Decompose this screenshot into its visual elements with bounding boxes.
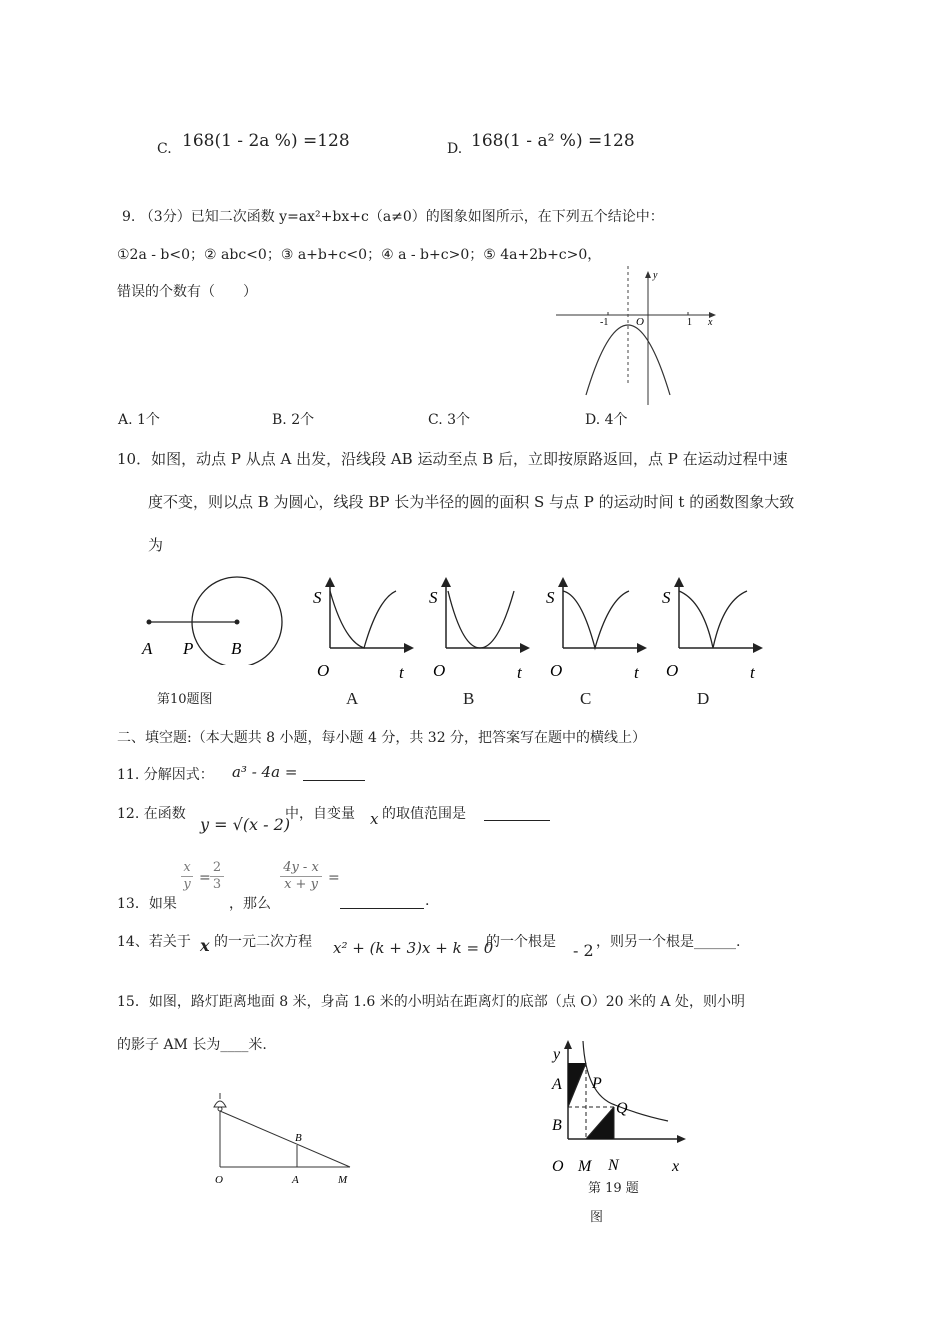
q19-y-axis-arrow [564, 1040, 572, 1049]
q9-y-axis-arrow [645, 271, 651, 278]
q19-figure [540, 1035, 700, 1180]
q19-label-y: y [553, 1046, 561, 1063]
q10-graph-c-o-label: O [550, 661, 563, 680]
q13-equals-2: = [328, 870, 340, 886]
q13-fraction-3-numerator: 4y - x [283, 860, 319, 875]
q13-fraction-1-numerator: x [183, 860, 191, 875]
q8-option-c-letter: C. [157, 141, 172, 157]
q9-conclusions: ①2a - b<0；② abc<0；③ a+b+c<0；④ a - b+c>0；⑤ 4a+2b+c>0， [117, 247, 602, 263]
q14-root: - 2 [573, 941, 594, 960]
q10-label-b: B [231, 639, 242, 658]
q15-figure [200, 1085, 370, 1190]
q10-graph-a-curve [330, 591, 396, 648]
q9-option-a: A. 1个 [118, 412, 160, 428]
q19-caption-line-1: 第 19 题 [588, 1181, 639, 1196]
q12-suffix: 的取值范围是 [382, 806, 466, 822]
q10-point-a [147, 620, 152, 625]
q13-fraction-2-numerator: 2 [212, 860, 222, 875]
q19-x-axis-arrow [677, 1135, 686, 1143]
q13-answer-blank [340, 908, 424, 909]
q10-graph-b-o-label: O [433, 661, 446, 680]
q10-figure-caption: 第10题图 [157, 692, 213, 707]
q10-figure [135, 570, 295, 665]
q10-point-b [235, 620, 240, 625]
q10-graph-a-s-label: S [313, 588, 322, 607]
q9-question: 错误的个数有（ ） [117, 284, 257, 300]
q10-graph-c-curve [563, 591, 629, 648]
q12-answer-blank [484, 820, 550, 821]
q10-line-3: 为 [148, 536, 164, 554]
q10-graph-a-option-label: A [346, 689, 359, 708]
q10-graph-d-s-arrow [674, 577, 684, 587]
lamp-bulb [218, 1107, 222, 1111]
q14-mid-text-2: 的一个根是 [486, 934, 556, 950]
q11-expression: a³ - 4a = [232, 763, 298, 781]
q12-variable: x [370, 810, 379, 828]
q10-graph-b-curve [448, 591, 514, 648]
q15-line-1: 15．如图，路灯距离地面 8 米，身高 1.6 米的小明站在距离灯的底部（点 O）20 米的 A 处，则小明 [117, 994, 745, 1010]
q19-label-x: x [672, 1158, 680, 1175]
q19-label-m: M [578, 1158, 592, 1175]
q19-label-q: Q [616, 1100, 628, 1117]
q10-graph-d-t-arrow [753, 643, 763, 653]
q9-y-label: y [653, 270, 658, 281]
q13-equals-1: = [199, 870, 211, 886]
q10-graph-b-t-label: t [517, 663, 522, 682]
q13-fraction-2 [210, 860, 224, 892]
q15-label-b: B [295, 1132, 302, 1144]
q14-suffix: ，则另一个根是______. [596, 934, 741, 950]
q13-fraction-1-denominator: y [181, 876, 193, 892]
lamp-icon [214, 1101, 226, 1107]
q10-graph-b-s-arrow [441, 577, 451, 587]
q14-mid-text: 的一元二次方程 [214, 934, 312, 950]
q11-prefix: 11. 分解因式： [117, 767, 214, 783]
q13-prefix: 13．如果 [117, 896, 177, 912]
q19-caption-line-2: 图 [590, 1210, 604, 1225]
q10-line-2: 度不变，则以点 B 为圆心，线段 BP 长为半径的圆的面积 S 与点 P 的运动时间 t 的函数图象大致 [148, 493, 795, 511]
q15-line-2: 的影子 AM 长为____米. [117, 1037, 267, 1053]
q10-graph-a-t-label: t [399, 663, 404, 682]
q13-fraction-1 [181, 860, 193, 892]
q10-graph-c-s-label: S [546, 588, 555, 607]
q10-graph-d-s-label: S [662, 588, 671, 607]
q15-label-a: A [292, 1174, 299, 1186]
q19-label-o: O [552, 1158, 564, 1175]
q10-graph-c-option-label: C [580, 689, 592, 708]
q19-label-n: N [608, 1157, 619, 1174]
q10-graph-a-o-label: O [317, 661, 330, 680]
q14-prefix: 14、若关于 [117, 934, 191, 950]
q8-option-d-letter: D. [447, 141, 463, 157]
q14-equation: x² + (k + 3)x + k = 0 [333, 939, 494, 957]
q10-graph-d-option-label: D [697, 689, 710, 708]
q14-variable: x [200, 936, 210, 955]
q13-fraction-3-denominator: x + y [280, 876, 322, 892]
q9-stem: 9. （3分）已知二次函数 y=ax²+bx+c（a≠0）的图象如图所示，在下列五个结论中： [122, 209, 664, 225]
q10-graph-d-o-label: O [666, 661, 679, 680]
q10-line-1: 10．如图，动点 P 从点 A 出发，沿线段 AB 运动至点 B 后，立即按原路返回，点 P 在运动过程中速 [117, 450, 788, 468]
q10-graph-c [541, 575, 651, 685]
q10-graph-a-t-arrow [404, 643, 414, 653]
q19-label-p: P [592, 1075, 602, 1092]
q15-light-ray [220, 1111, 350, 1167]
q12-prefix: 12. 在函数 [117, 806, 186, 822]
q19-label-a: A [552, 1076, 562, 1093]
q9-parabola-graph [550, 265, 730, 415]
q10-graph-b [424, 575, 534, 685]
q9-neg-one-label: -1 [600, 317, 609, 328]
q11-answer-blank [303, 780, 365, 781]
q9-origin-label: O [636, 316, 644, 328]
q15-label-m: M [338, 1174, 348, 1186]
q15-label-o: O [215, 1174, 223, 1186]
q9-option-b: B. 2个 [272, 412, 315, 428]
q13-fraction-3 [280, 860, 322, 892]
q13-fraction-2-denominator: 3 [210, 876, 224, 892]
q12-mid-text: 中，自变量 [285, 806, 355, 822]
q10-graph-b-t-arrow [520, 643, 530, 653]
q10-graph-a-s-arrow [325, 577, 335, 587]
q8-option-c-expression: 168(1 - 2a %) =128 [182, 131, 350, 151]
q13-suffix: . [425, 893, 430, 909]
section-2-heading: 二、填空题:（本大题共 8 小题，每小题 4 分，共 32 分，把答案写在题中的横线上） [117, 730, 647, 746]
q13-mid-text: ，那么 [229, 896, 271, 912]
q9-option-c: C. 3个 [428, 412, 471, 428]
q19-label-b: B [552, 1117, 562, 1134]
q10-graph-d-t-label: t [750, 663, 755, 682]
q10-graph-c-t-arrow [637, 643, 647, 653]
q10-graph-c-s-arrow [558, 577, 568, 587]
q9-option-d: D. 4个 [585, 412, 628, 428]
q10-graph-d [657, 575, 767, 685]
q10-graph-d-curve [679, 591, 747, 648]
q8-option-d-expression: 168(1 - a² %) =128 [471, 131, 635, 151]
q10-label-p: P [183, 639, 194, 658]
q10-graph-b-s-label: S [429, 588, 438, 607]
q10-label-a: A [142, 639, 153, 658]
q9-one-label: 1 [687, 317, 692, 328]
q10-graph-a [308, 575, 418, 685]
q9-parabola [586, 325, 670, 395]
q10-graph-b-option-label: B [463, 689, 475, 708]
q10-graph-c-t-label: t [634, 663, 639, 682]
q12-function: y = √(x - 2) [200, 815, 291, 834]
q9-x-label: x [708, 317, 713, 328]
